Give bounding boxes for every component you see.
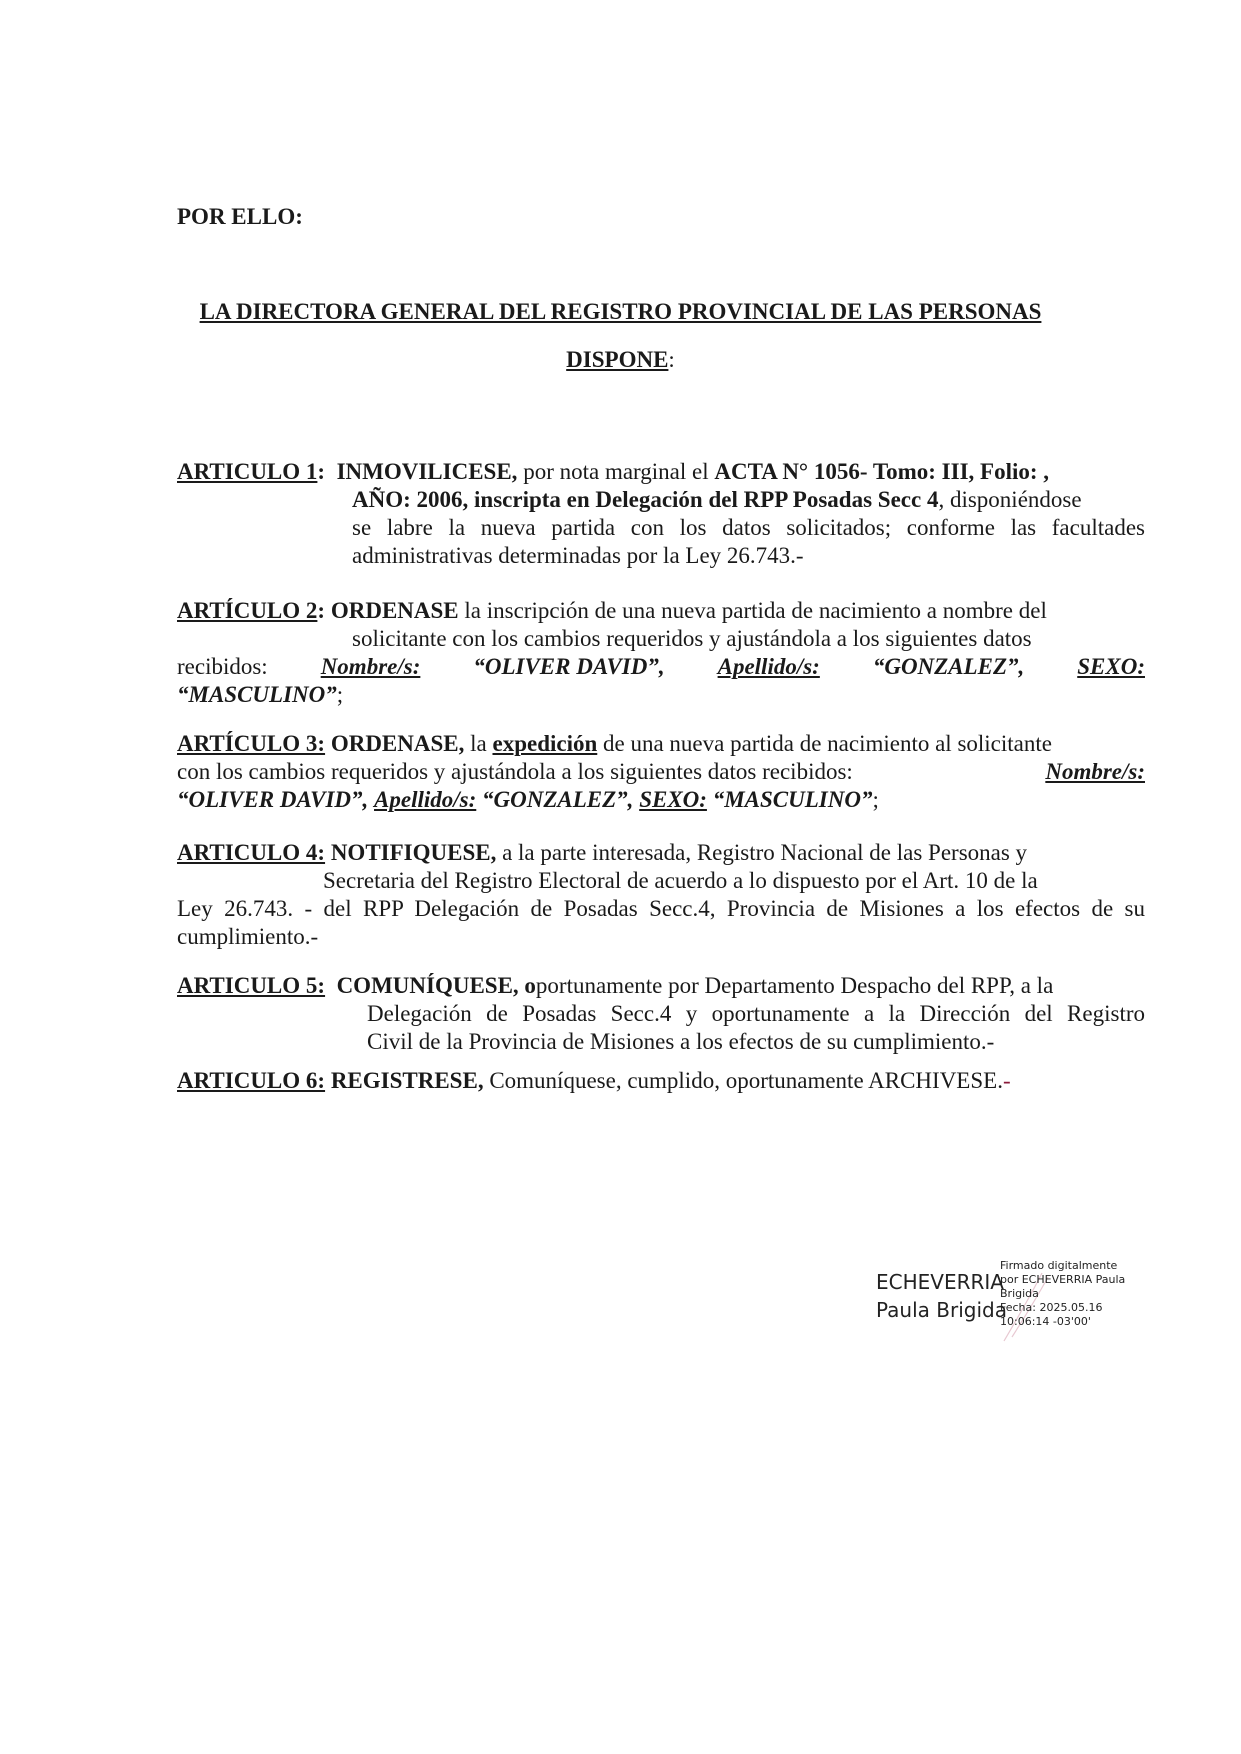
art6-l1-text: Comuníquese, cumplido, oportunamente ARCHIVESE. xyxy=(483,1068,1003,1093)
por-ello-heading: POR ELLO: xyxy=(177,204,303,229)
art3-line1 xyxy=(177,730,1145,758)
art1-line3: se labre la nueva partida con los datos solicitados; conforme las facultades xyxy=(352,515,1145,540)
art3-sexo-label: SEXO: xyxy=(639,787,707,812)
art5-line1 xyxy=(177,972,1145,1000)
digital-signature xyxy=(876,1257,1136,1343)
art4-l1-text: a la parte interesada, Registro Nacional de las Personas y xyxy=(496,840,1028,865)
art6-registrese: REGISTRESE, xyxy=(330,1068,484,1093)
art1-acta: ACTA N° 1056- Tomo: III, Folio: , xyxy=(714,459,1050,484)
signature-info-line: 10:06:14 -03'00' xyxy=(1000,1315,1091,1328)
art1-ano: AÑO: 2006, inscripta en Delegación del RPP Posadas Secc 4 xyxy=(352,487,939,512)
art4-label: ARTICULO 4: xyxy=(177,840,326,865)
art2-line1 xyxy=(177,597,1145,625)
art1-line2 xyxy=(352,486,1145,514)
art3-nombre-value: “OLIVER DAVID”, xyxy=(177,787,369,812)
art3-nombre-label: Nombre/s: xyxy=(1045,759,1145,784)
art4-line1 xyxy=(177,839,1145,867)
art3-apellido-label: Apellido/s: xyxy=(374,787,477,812)
art5-label: ARTICULO 5: xyxy=(177,973,326,998)
signature-info-line: Fecha: 2025.05.16 xyxy=(1000,1301,1103,1314)
art3-l1-text-b: de una nueva partida de nacimiento al solicitante xyxy=(597,731,1052,756)
art2-l1-text: la inscripción de una nueva partida de nacimiento a nombre del xyxy=(458,598,1047,623)
art2-apellido-label: Apellido/s: xyxy=(717,654,820,679)
art2-end: ; xyxy=(336,682,344,707)
directora-heading: LA DIRECTORA GENERAL DEL REGISTRO PROVINCIAL DE LAS PERSONAS xyxy=(199,299,1042,324)
art6-line1 xyxy=(177,1067,1011,1095)
art1-l2-text: , disponiéndose xyxy=(938,487,1082,512)
art5-l1-text: portunamente por Departamento Despacho del RPP, a la xyxy=(535,973,1054,998)
art1-l1-text: por nota marginal el xyxy=(517,459,715,484)
art3-l1-text-a: la xyxy=(464,731,493,756)
signature-info-line: Firmado digitalmente xyxy=(1000,1259,1118,1272)
art2-sexo-label: SEXO: xyxy=(1077,654,1145,679)
art2-line4 xyxy=(177,681,343,709)
art5-line2: Delegación de Posadas Secc.4 y oportunamente a la Dirección del Registro xyxy=(367,1001,1145,1026)
art2-apellido-value: “GONZALEZ”, xyxy=(872,654,1025,679)
signature-info xyxy=(1000,1259,1125,1329)
art3-apellido-value: “GONZALEZ”, xyxy=(482,787,634,812)
signature-info-line: por ECHEVERRIA Paula xyxy=(1000,1273,1126,1286)
art1-line4: administrativas determinadas por la Ley 26.743.- xyxy=(352,543,804,568)
art4-line3: Ley 26.743. - del RPP Delegación de Posadas Secc.4, Provincia de Misiones a los efectos de su xyxy=(177,896,1145,921)
art1-inmovilicese: INMOVILICESE, xyxy=(336,459,518,484)
dispone-heading xyxy=(0,346,1241,374)
art3-label: ARTÍCULO 3: xyxy=(177,731,326,756)
dispone-colon: : xyxy=(668,347,675,372)
art1-line1 xyxy=(177,458,1145,486)
art2-nombre-label: Nombre/s: xyxy=(320,654,421,679)
signature-name-line2: Paula Brigida xyxy=(876,1298,1007,1322)
art2-label: ARTÍCULO 2 xyxy=(177,598,318,623)
art2-ordenase: ORDENASE xyxy=(330,598,459,623)
art2-colon: : xyxy=(317,598,326,623)
art2-line3 xyxy=(177,653,1145,681)
art4-line4: cumplimiento.- xyxy=(177,924,319,949)
signature-name-line1: ECHEVERRIA xyxy=(876,1270,1004,1294)
art6-end: - xyxy=(1002,1068,1011,1093)
art3-expedicion: expedición xyxy=(492,731,598,756)
art3-line3 xyxy=(177,786,879,814)
art3-l2-text: con los cambios requeridos y ajustándola a los siguientes datos recibidos: xyxy=(177,759,853,784)
art5-line3: Civil de la Provincia de Misiones a los efectos de su cumplimiento.- xyxy=(367,1029,995,1054)
art6-label: ARTICULO 6: xyxy=(177,1068,326,1093)
art4-notifiquese: NOTIFIQUESE, xyxy=(330,840,497,865)
art2-line2: solicitante con los cambios requeridos y ajustándola a los siguientes datos xyxy=(352,626,1032,651)
art1-colon: : xyxy=(317,459,326,484)
art4-line2: Secretaria del Registro Electoral de acuerdo a lo dispuesto por el Art. 10 de la xyxy=(323,868,1038,893)
art2-nombre-value: “OLIVER DAVID”, xyxy=(473,654,665,679)
art5-comuniquese: COMUNÍQUESE, o xyxy=(336,973,536,998)
art3-sexo-value: “MASCULINO” xyxy=(712,787,873,812)
art3-end: ; xyxy=(872,787,879,812)
art2-sexo-value: “MASCULINO” xyxy=(177,682,337,707)
art3-ordenase: ORDENASE, xyxy=(330,731,465,756)
dispone-word: DISPONE xyxy=(566,347,669,372)
signature-info-line: Brigida xyxy=(1000,1287,1039,1300)
art3-line2 xyxy=(177,758,1145,786)
art1-label: ARTICULO 1 xyxy=(177,459,318,484)
art2-recibidos: recibidos: xyxy=(177,654,268,679)
